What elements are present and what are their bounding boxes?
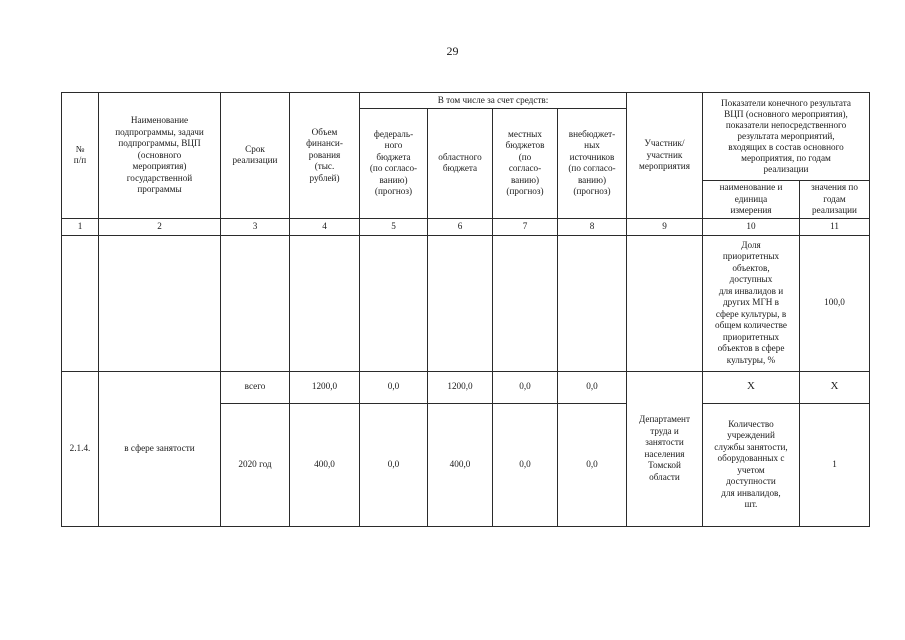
header-period: Срок реализации [221,93,290,219]
column-number: 6 [428,218,493,235]
period-cell: всего [221,371,290,403]
header-funding-volume: Объем финанси- рования (тыс. рублей) [290,93,360,219]
empty-cell [62,235,99,371]
column-number: 3 [221,218,290,235]
total-cell: 400,0 [290,403,360,527]
header-extrabudget: внебюджет- ных источников (по согласо- ванию) (прогноз) [558,109,627,219]
item-number: 2.1.4. [62,371,99,527]
header-local: местных бюджетов (по согласо- ванию) (прогноз) [493,109,558,219]
header-sources-group: В том числе за счет средств: [360,93,627,109]
continued-row [62,235,870,371]
period-cell: 2020 год [221,403,290,527]
federal-cell: 0,0 [360,403,428,527]
header-regional: областного бюджета [428,109,493,219]
regional-cell: 1200,0 [428,371,493,403]
empty-cell [493,235,558,371]
extrabudget-cell: 0,0 [558,371,627,403]
page-number: 29 [446,44,459,58]
header-indicator-name: наименование и единица измерения [703,181,800,219]
indicator-name-cell: Х [703,371,800,403]
indicator-name-cell: Доля приоритетных объектов, доступных для инвалидов и других МГН в сфере культуры, в общем количестве приоритетных объектов в сфере культуры, % [703,235,800,371]
column-number: 11 [800,218,870,235]
empty-cell [360,235,428,371]
total-cell: 1200,0 [290,371,360,403]
column-number: 9 [627,218,703,235]
empty-cell [558,235,627,371]
item-name: в сфере занятости [99,371,221,527]
header-row-1 [62,93,870,109]
item-row-total [62,371,870,403]
header-indicators-group: Показатели конечного результата ВЦП (основного мероприятия), показатели непосредственного результата мероприятий, входящих в состав основного мероприятия, по годам реализации [703,93,870,181]
program-table [61,92,870,527]
empty-cell [428,235,493,371]
header-participant: Участник/ участник мероприятия [627,93,703,219]
regional-cell: 400,0 [428,403,493,527]
local-cell: 0,0 [493,371,558,403]
column-number: 2 [99,218,221,235]
indicator-value-cell: 100,0 [800,235,870,371]
column-number: 8 [558,218,627,235]
indicator-value-cell: 1 [800,403,870,527]
column-numbers-row [62,218,870,235]
column-number: 10 [703,218,800,235]
indicator-value-cell: Х [800,371,870,403]
local-cell: 0,0 [493,403,558,527]
participant-cell: Департамент труда и занятости населения Томской области [627,371,703,527]
column-number: 1 [62,218,99,235]
header-number: № п/п [62,93,99,219]
empty-cell [99,235,221,371]
header-name: Наименование подпрограммы, задачи подпрограммы, ВЦП (основного мероприятия) государственной программы [99,93,221,219]
empty-cell [290,235,360,371]
column-number: 7 [493,218,558,235]
indicator-name-cell: Количество учреждений службы занятости, оборудованных с учетом доступности для инвалидов, шт. [703,403,800,527]
extrabudget-cell: 0,0 [558,403,627,527]
column-number: 5 [360,218,428,235]
federal-cell: 0,0 [360,371,428,403]
empty-cell [627,235,703,371]
column-number: 4 [290,218,360,235]
header-indicator-values: значения по годам реализации [800,181,870,219]
empty-cell [221,235,290,371]
header-federal: федераль- ного бюджета (по согласо- ванию) (прогноз) [360,109,428,219]
